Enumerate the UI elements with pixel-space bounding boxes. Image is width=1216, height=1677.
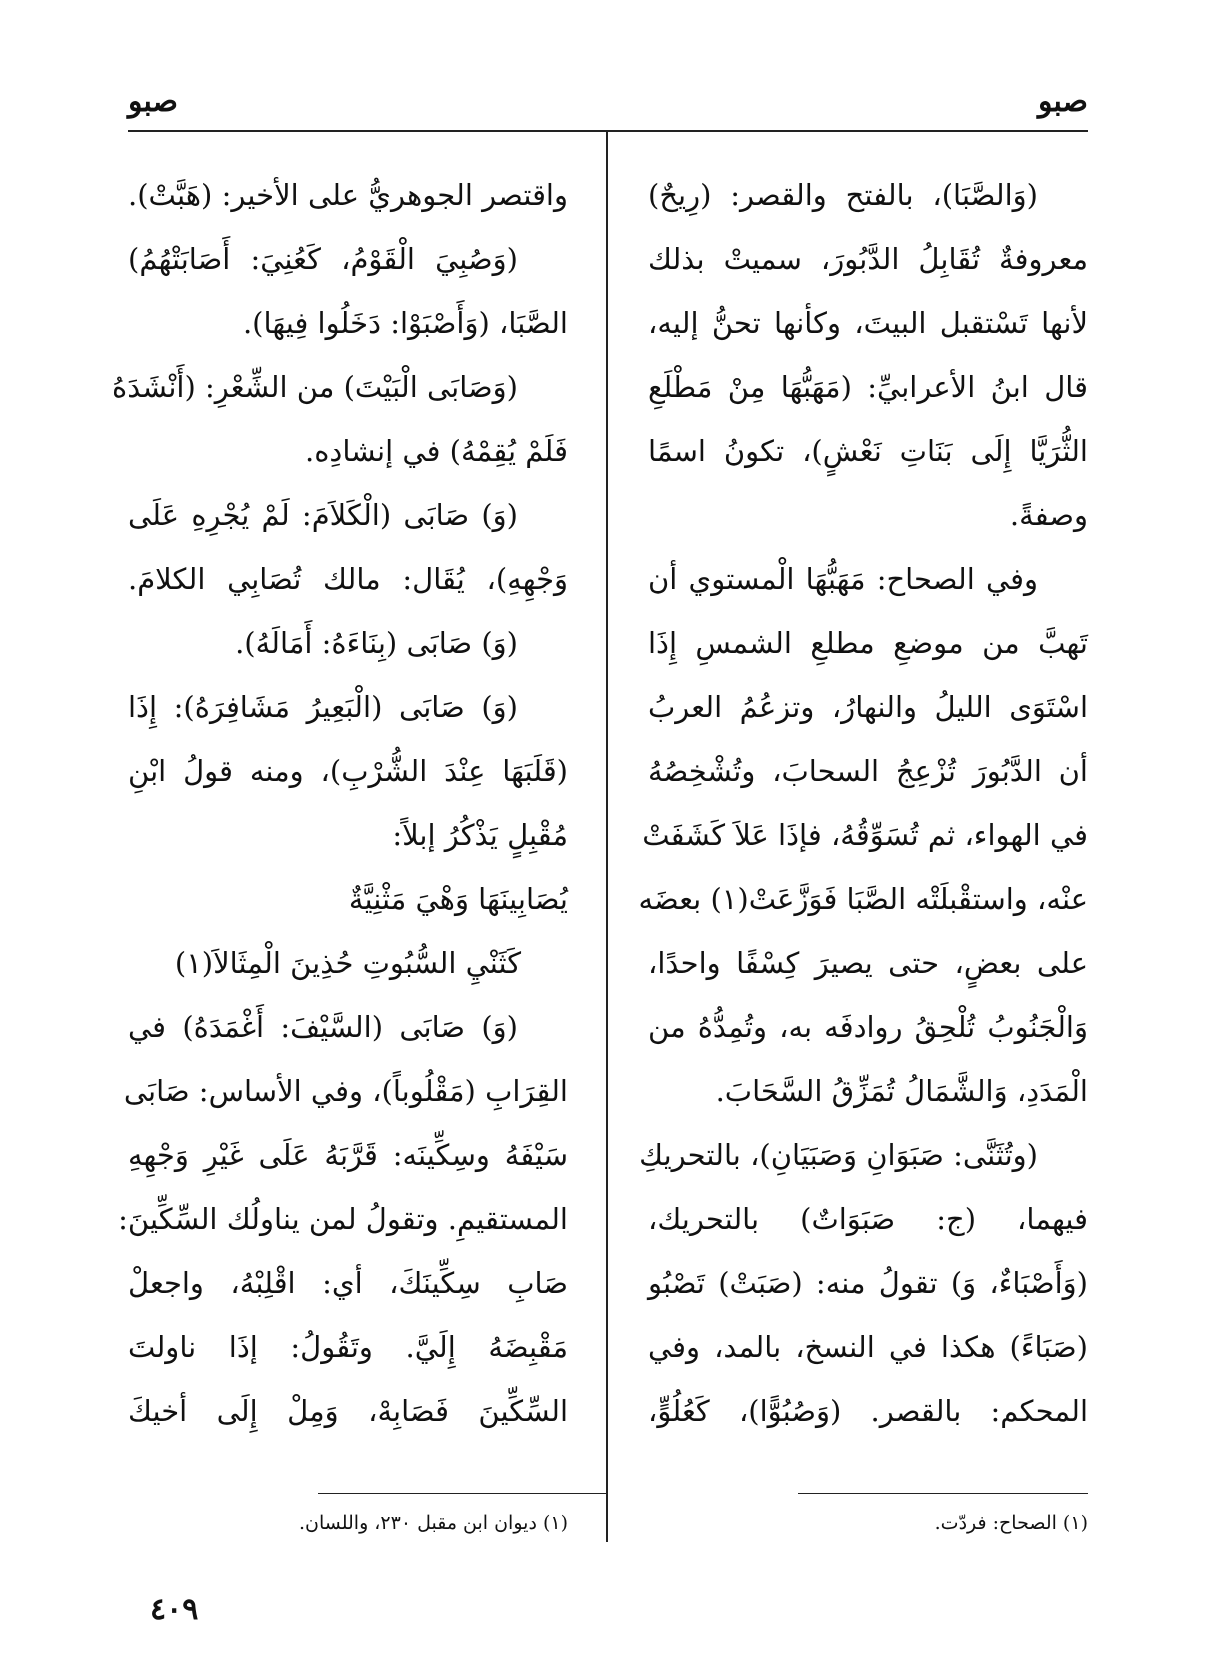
text-line: وَجْهِهِ)، يُقَال: مالك تُصَابِي الكلامَ. xyxy=(128,562,568,596)
text-line: (وَ) صَابَى (السَّيْفَ: أَغْمَدَهُ) في xyxy=(128,1010,518,1044)
verse-line: كَثَنْيِ السُّبُوتِ حُذِينَ الْمِثَالاَ(١) xyxy=(174,946,522,980)
text-line: مُقْبِلٍ يَذْكُرُ إبلاً: xyxy=(392,818,568,852)
page-header xyxy=(128,82,1088,132)
footnote-rule-left xyxy=(318,1493,608,1494)
verse-line: يُصَابِينَهَا وَهْيَ مَثْنِيَّةٌ xyxy=(348,882,568,916)
text-line: عنْه، واستقْبلَتْه الصَّبَا فَوَزَّعَتْ(١) بعضَه xyxy=(638,882,1088,916)
header-rule xyxy=(128,130,1088,132)
footnote-right: (١) الصحاح: فردّت. xyxy=(934,1512,1088,1534)
text-line: الصَّبَا، (وَأَصْبَوْا: دَخَلُوا فِيهَا). xyxy=(242,306,568,340)
text-line: (وَأَصْبَاءٌ، وَ) تقولُ منه: (صَبَتْ) تَصْبُو xyxy=(648,1266,1088,1300)
text-line: مَقْبِضَهُ إِلَيَّ. وتَقُولُ: إذَا ناولتَ xyxy=(128,1330,568,1364)
text-line: على بعضٍ، حتى يصيرَ كِسْفًا واحدًا، xyxy=(648,946,1088,980)
text-line: (وَالصَّبَا)، بالفتح والقصر: (رِيحٌ) xyxy=(648,178,1038,212)
text-line: (وتُثَنَّى: صَبَوَانِ وَصَبَيَانِ)، بالتحريكِ xyxy=(639,1138,1038,1172)
left-column xyxy=(112,163,568,1473)
text-line: سَيْفَهُ وسِكِّينَه: قَرَّبَهُ عَلَى غَيْرِ وَجْهِهِ xyxy=(128,1138,568,1172)
text-line: فيهما، (ج: صَبَوَاتٌ) بالتحريك، xyxy=(648,1202,1088,1236)
text-line: فَلَمْ يُقِمْهُ) في إنشادِه. xyxy=(305,434,568,468)
running-head-right: صبو xyxy=(1037,84,1088,119)
text-line: القِرَابِ (مَقْلُوباً)، وفي الأساس: صَابَى xyxy=(123,1074,568,1108)
text-line: المستقيمِ. وتقولُ لمن يناولُك السِّكِّينَ: xyxy=(118,1202,568,1236)
text-line: (وَصَابَى الْبَيْتَ) من الشِّعْرِ: (أَنْشَدَهُ xyxy=(112,370,518,404)
footnote-rule-right xyxy=(798,1493,1088,1494)
text-line: السِّكِّينَ فَصَابِهْ، وَمِلْ إِلَى أخيكَ xyxy=(128,1394,568,1428)
text-line: معروفةٌ تُقَابِلُ الدَّبُورَ، سميتْ بذلك xyxy=(648,242,1088,276)
text-line: (وَصُبِيَ الْقَوْمُ، كَعُنِيَ: أَصَابَتْهُمُ) xyxy=(128,242,518,276)
text-line: المحكم: بالقصر. (وَصُبُوًّا)، كَعُلُوٍّ، xyxy=(648,1394,1088,1428)
running-head-left: صبو xyxy=(128,84,179,119)
page-number: ٤٠٩ xyxy=(150,1592,199,1627)
right-column xyxy=(638,163,1088,1473)
text-line: صَابِ سِكِّينَكَ، أي: اقْلِبْهُ، واجعلْ xyxy=(128,1266,568,1300)
text-line: (قَلَبَهَا عِنْدَ الشُّرْبِ)، ومنه قولُ ابْنِ xyxy=(128,754,568,788)
text-line: وفي الصحاح: مَهَبُّهَا الْمستوي أن xyxy=(648,562,1038,596)
text-line: الثُّرَيَّا إِلَى بَنَاتِ نَعْشٍ)، تكونُ اسمًا xyxy=(648,434,1088,468)
footnote-left: (١) ديوان ابن مقبل ٢٣٠، واللسان. xyxy=(298,1512,568,1534)
text-line: وصفةً. xyxy=(1009,498,1088,532)
text-line: اسْتَوَى الليلُ والنهارُ، وتزعُمُ العربُ xyxy=(648,690,1088,724)
text-line: (وَ) صَابَى (بِنَاءَهُ: أَمَالَهُ). xyxy=(235,626,518,660)
text-line: وَالْجَنُوبُ تُلْحِقُ روادفَه به، وتُمِدُّهُ من xyxy=(648,1010,1088,1044)
text-line: تَهبَّ من موضعِ مطلعِ الشمسِ إِذَا xyxy=(648,626,1088,660)
text-line: أن الدَّبُورَ تُزْعِجُ السحابَ، وتُشْخِصُهُ xyxy=(648,754,1088,788)
text-line: واقتصر الجوهريُّ على الأخير: (هَبَّتْ). xyxy=(128,178,568,212)
text-line: (وَ) صَابَى (الْكَلاَمَ: لَمْ يُجْرِهِ عَلَى xyxy=(128,498,518,532)
text-line: (وَ) صَابَى (الْبَعِيرُ مَشَافِرَهُ): إِذَا xyxy=(128,690,518,724)
column-divider xyxy=(606,132,608,1542)
text-line: الْمَدَدِ، وَالشَّمَالُ تُمَزِّقُ السَّحَابَ. xyxy=(715,1074,1088,1108)
text-line: قال ابنُ الأعرابيِّ: (مَهَبُّهَا مِنْ مَطْلَعِ xyxy=(648,370,1088,404)
text-line: لأنها تَسْتقبل البيتَ، وكأنها تحنُّ إليه، xyxy=(648,306,1088,340)
text-line: (صَبَاءً) هكذا في النسخ، بالمد، وفي xyxy=(648,1330,1088,1364)
text-line: في الهواء، ثم تُسَوِّقُهُ، فإذَا عَلاَ كَشَفَتْ xyxy=(642,818,1088,852)
